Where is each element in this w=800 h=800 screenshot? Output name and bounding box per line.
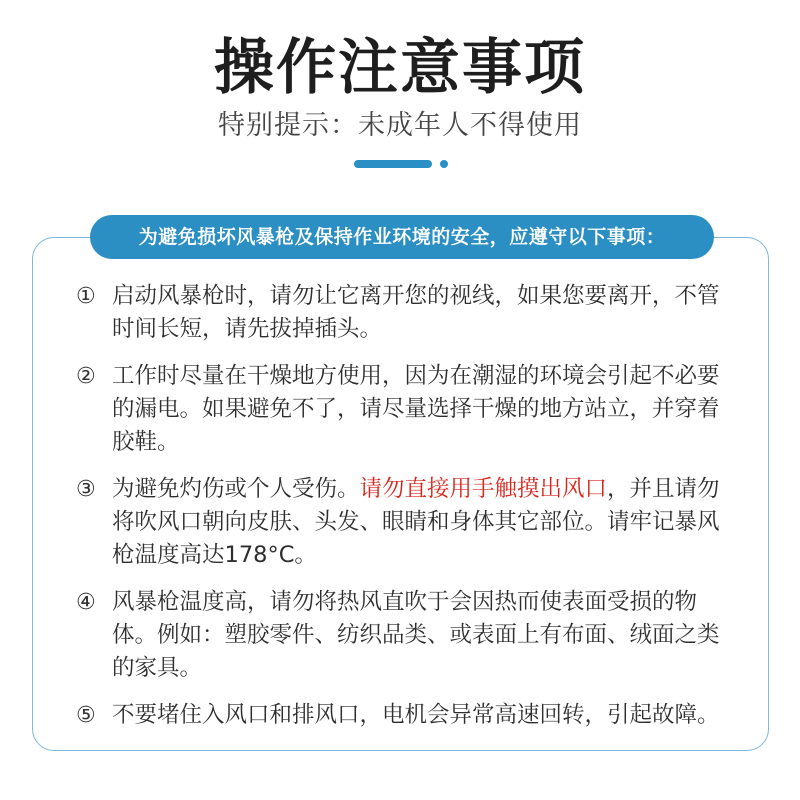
item-number: ③ — [76, 477, 96, 502]
item-number: ④ — [76, 590, 96, 615]
list-item — [76, 586, 736, 685]
item-text: 风暴枪温度高，请勿将热风直吹于会因热而使表面受损的物体。例如：塑胶零件、纺织品类、或表面上有布面、绒面之类的家具。 — [112, 589, 720, 681]
list-item — [76, 280, 736, 346]
notice-banner: 为避免损坏风暴枪及保持作业环境的安全，应遵守以下事项： — [90, 215, 714, 259]
item-text-rest: ，并且请勿将吹风口朝向皮肤、头发、眼睛和身体其它部位。请牢记暴风枪温度高达178°C。 — [112, 476, 720, 568]
divider-dot — [440, 160, 448, 168]
item-number: ⑤ — [76, 703, 96, 728]
item-text: 启动风暴枪时，请勿让它离开您的视线，如果您要离开，不管时间长短，请先拔掉插头。 — [112, 283, 720, 342]
item-text — [112, 473, 736, 572]
item-text: 不要堵住入风口和排风口，电机会异常高速回转，引起故障。 — [112, 702, 720, 728]
item-text: 工作时尽量在干燥地方使用，因为在潮湿的环境会引起不必要的漏电。如果避免不了，请尽量选择干燥的地方站立，并穿着胶鞋。 — [112, 363, 720, 455]
warning-text: 请勿直接用手触摸出风口 — [359, 476, 608, 502]
list-item — [76, 360, 736, 459]
list-item — [76, 473, 736, 572]
list-item — [76, 699, 736, 732]
page-subtitle: 特别提示：未成年人不得使用 — [218, 110, 582, 141]
item-text-intro: 为避免灼伤或个人受伤。 — [112, 476, 360, 502]
title-divider — [354, 160, 450, 168]
divider-bar — [354, 160, 432, 168]
notice-list — [76, 280, 736, 732]
item-number: ① — [76, 284, 96, 309]
item-number: ② — [76, 364, 96, 389]
page-title: 操作注意事项 — [214, 33, 586, 103]
